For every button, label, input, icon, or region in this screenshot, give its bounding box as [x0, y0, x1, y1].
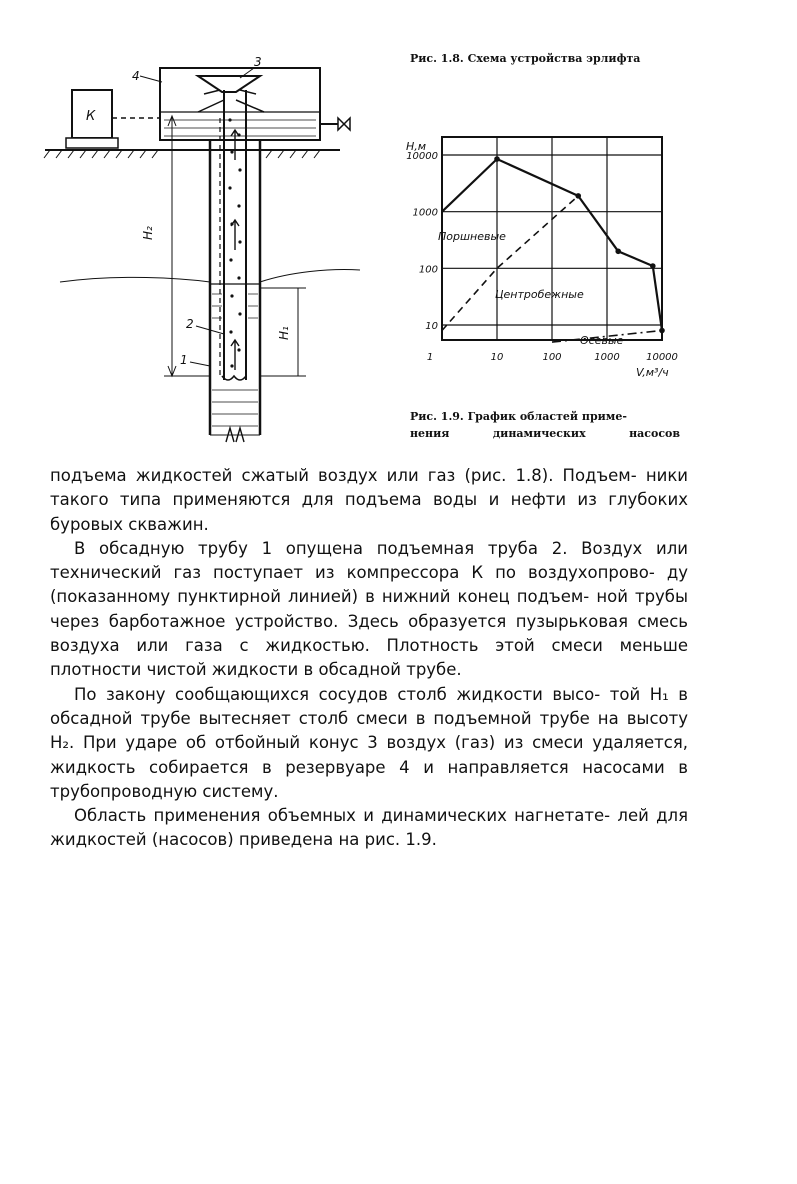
- fig19-caption-line1: Рис. 1.9. График областей приме-: [410, 410, 627, 423]
- paragraph-3: [50, 683, 688, 804]
- series-point: [650, 263, 656, 269]
- x-tick-label: 1000: [594, 352, 620, 363]
- x-tick-label: 100: [542, 352, 562, 363]
- fig18-caption: Рис. 1.8. Схема устройства эрлифта: [410, 52, 641, 65]
- airlift-diagram-svg: [40, 50, 370, 450]
- text-line: подъема жидкостей сжатый воздух или газ (рис. 1.8). Подъем-: [50, 466, 637, 485]
- y-tick-label: 1000: [412, 207, 438, 219]
- text-line: ники такого типа применяются для подъема воды и нефти из: [50, 466, 689, 510]
- text-line: глубоких буровых скважин.: [50, 490, 688, 534]
- series-point: [494, 156, 500, 162]
- paragraph-4: [50, 804, 688, 853]
- text-line: лей для жидкостей (насосов) приведена на рис. 1.9.: [50, 806, 689, 850]
- h1-label: H₁: [277, 326, 291, 340]
- text-line: этой смеси меньше плотности чистой жидкости в обсадной: [50, 636, 688, 680]
- compressor-label: К: [86, 109, 96, 124]
- casing-label: 1: [180, 353, 188, 367]
- text-line: ду (показанному пунктирной линией) в нижний конец подъем-: [50, 563, 688, 607]
- x-tick-label: 10: [490, 352, 504, 363]
- text-line: По закону сообщающихся сосудов столб жидкости высо-: [74, 684, 601, 704]
- series-point: [575, 193, 581, 199]
- tank-label: 4: [132, 69, 140, 83]
- text-line: трубе.: [406, 660, 462, 680]
- x-tick-label: 10000: [646, 352, 678, 363]
- region-label-piston: Поршневые: [438, 230, 506, 243]
- x-axis-label: V,м³/ч: [636, 366, 669, 379]
- y-axis-label: H,м: [406, 140, 427, 153]
- body-text: [50, 464, 688, 853]
- text-line: технический газ поступает из компрессора К по воздухопрово-: [50, 563, 655, 583]
- text-line: ной трубы через барботажное устройство. Здесь образуется: [50, 587, 689, 631]
- region-label-centrifugal: Центробежные: [495, 288, 584, 301]
- series-line-1: [442, 196, 578, 331]
- text-line: трубе на высоту H₂. При ударе об отбойный конус 3 воздух: [50, 708, 688, 753]
- cone-label: 3: [254, 55, 262, 69]
- fig19-caption-line2: нения динамических насосов: [410, 427, 680, 440]
- text-line: той H₁ в обсадной трубе вытесняет столб смеси в подъемной: [50, 684, 688, 728]
- y-tick-label: 10: [425, 321, 438, 332]
- series-point: [615, 248, 621, 254]
- text-line: и направляется насосами в трубопроводную систему.: [50, 757, 688, 801]
- text-line: В обсадную трубу 1 опущена подъемная труба 2. Воздух или: [74, 538, 688, 558]
- text-line: пузырьковая смесь воздуха или газа с жидкостью. Плотность: [50, 611, 688, 656]
- paragraph-2: [50, 537, 688, 683]
- h2-label: H₂: [141, 226, 155, 240]
- text-line: Область применения объемных и динамических нагнетате-: [74, 806, 611, 826]
- fig19-caption: [410, 408, 680, 442]
- region-label-axial: Осевые: [580, 334, 624, 347]
- y-tick-label: 100: [418, 264, 438, 276]
- airlift-diagram: [40, 50, 370, 450]
- pump-area-chart: [400, 130, 700, 390]
- pump-area-chart-svg: [400, 130, 700, 390]
- x-tick-label: 1: [426, 352, 434, 363]
- paragraph-1: [50, 464, 688, 537]
- riser-label: 2: [186, 317, 194, 331]
- y-tick-label: 10000: [406, 151, 438, 162]
- text-line: (газ) из смеси удаляется, жидкость собирается в резервуаре 4: [50, 733, 689, 777]
